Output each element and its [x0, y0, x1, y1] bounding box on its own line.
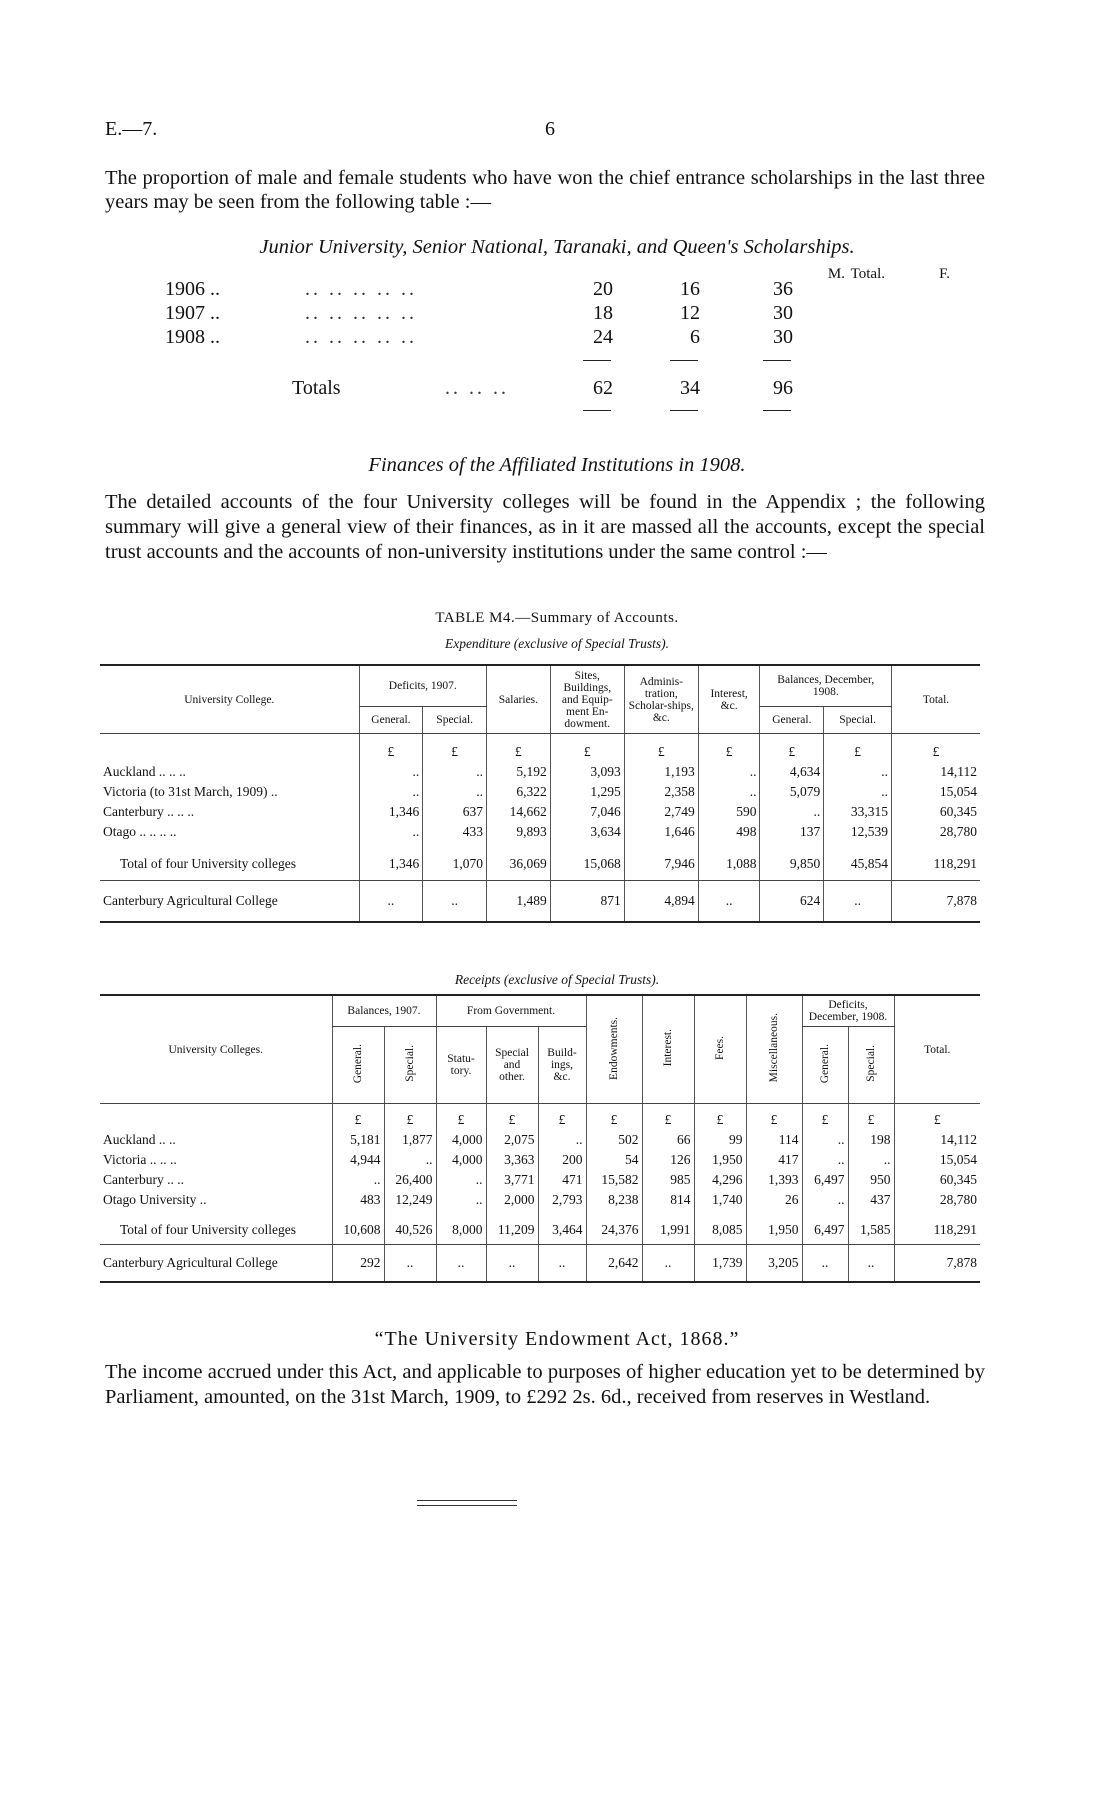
table-row: Victoria .. .. .. 4,944 .. 4,000 3,363 200 54 126 1,950 417 .. .. 15,054 — [100, 1150, 980, 1170]
col-balances-1907: Balances, 1907. — [332, 995, 436, 1027]
col-college: University College. — [100, 665, 359, 734]
col-deficits: Deficits, 1907. — [359, 665, 486, 707]
agricultural-row: Canterbury Agricultural College 292 .. .. .. .. 2,642 .. 1,739 3,205 .. .. 7,878 — [100, 1245, 980, 1283]
col-balances: Balances, December, 1908. — [760, 665, 892, 707]
col-bal-special: Special. — [384, 1027, 436, 1104]
col-admin: Adminis-tration, Scholar-ships, &c. — [624, 665, 698, 734]
col-colleges: University Colleges. — [100, 995, 332, 1104]
currency-row: £ £ £ £ £ £ £ £ £ £ £ £ — [100, 1104, 980, 1131]
col-statutory: Statu-tory. — [436, 1027, 486, 1104]
col-total: Total. — [894, 995, 980, 1104]
sum-rule — [583, 360, 611, 361]
col-salaries: Salaries. — [487, 665, 551, 734]
agricultural-row: Canterbury Agricultural College .. .. 1,489 871 4,894 .. 624 .. 7,878 — [100, 881, 980, 923]
scholarships-totals-row: Totals .. .. .. 62 34 96 — [165, 377, 945, 417]
expenditure-table — [100, 664, 980, 923]
table-row: Auckland .. .. .. .. .. 5,192 3,093 1,193 .. 4,634 .. 14,112 — [100, 762, 980, 782]
scholarships-title: Junior University, Senior National, Taranaki, and Queen's Scholarships. — [259, 236, 855, 258]
finances-paragraph: The detailed accounts of the four University colleges will be found in the Appendix ; the following summary will give a general view of their finances, as in it are massed all the accounts, except the special trust accounts and the accounts of non-university institutions under the same control :— — [105, 491, 985, 563]
col-def-general: General. — [802, 1027, 848, 1104]
col-fees: Fees. — [694, 995, 746, 1104]
col-bal-special: Special. — [824, 707, 892, 734]
col-deficits-1908: Deficits, December, 1908. — [802, 995, 894, 1027]
total-row: Total of four University colleges 10,608 40,526 8,000 11,209 3,464 24,376 1,991 8,085 1,950 6,497 1,585 118,291 — [100, 1210, 980, 1245]
col-m: M. — [827, 266, 845, 282]
page-ref: E.—7. — [105, 118, 158, 140]
footer-rule — [417, 1500, 517, 1501]
receipts-table — [100, 994, 980, 1283]
table-m4-caption: TABLE M4.—Summary of Accounts. — [435, 610, 679, 626]
endowment-act-title: “The University Endowment Act, 1868.” — [374, 1328, 740, 1350]
col-def-special: Special. — [848, 1027, 894, 1104]
col-f: F. — [939, 266, 950, 282]
expenditure-subtitle: Expenditure (exclusive of Special Trusts). — [444, 636, 670, 651]
col-total: Total. — [850, 266, 885, 282]
col-def-special: Special. — [423, 707, 487, 734]
total-row: Total of four University colleges 1,346 1,070 36,069 15,068 7,946 1,088 9,850 45,854 118,291 — [100, 842, 980, 881]
table-row: Canterbury .. .. .. 1,346 637 14,662 7,046 2,749 590 .. 33,315 60,345 — [100, 802, 980, 822]
sum-rule — [670, 360, 698, 361]
col-sites: Sites, Buildings, and Equip-ment En-dowment. — [550, 665, 624, 734]
col-buildings: Build-ings, &c. — [538, 1027, 586, 1104]
footer-rule — [417, 1505, 517, 1506]
page-number: 6 — [545, 118, 555, 140]
col-government: From Government. — [436, 995, 586, 1027]
col-misc: Miscellaneous. — [746, 995, 802, 1104]
col-endowments: Endowments. — [586, 995, 642, 1104]
endowment-act-paragraph: The income accrued under this Act, and applicable to purposes of higher education yet to be determined by Parliament, amounted, on the 31st March, 1909, to £292 2s. 6d., received from reserves in Westland. — [105, 1361, 985, 1408]
col-interest: Interest, &c. — [698, 665, 760, 734]
table-row: Auckland .. .. 5,181 1,877 4,000 2,075 .. 502 66 99 114 .. 198 14,112 — [100, 1130, 980, 1150]
scholarship-rows: 1906 .. .. .. .. .. .. 20 16 36 1907 .. .. .. .. .. .. 18 12 30 1908 .. .. .. .. .. .. 24 6 30 — [165, 278, 945, 398]
col-interest: Interest. — [642, 995, 694, 1104]
col-bal-general: General. — [332, 1027, 384, 1104]
receipts-subtitle: Receipts (exclusive of Special Trusts). — [454, 972, 660, 987]
table-row: Otago University .. 483 12,249 .. 2,000 2,793 8,238 814 1,740 26 .. 437 28,780 — [100, 1190, 980, 1210]
col-bal-general: General. — [760, 707, 824, 734]
table-row: Victoria (to 31st March, 1909) .. .. .. 6,322 1,295 2,358 .. 5,079 .. 15,054 — [100, 782, 980, 802]
intro-paragraph: The proportion of male and female students who have won the chief entrance scholarships in the last three years may be seen from the following table :— — [105, 167, 985, 213]
sum-rule — [763, 360, 791, 361]
col-total: Total. — [892, 665, 980, 734]
col-special-other: Special and other. — [486, 1027, 538, 1104]
finances-title: Finances of the Affiliated Institutions in 1908. — [368, 454, 746, 476]
col-def-general: General. — [359, 707, 423, 734]
currency-row: £ £ £ £ £ £ £ £ £ — [100, 734, 980, 763]
table-row: Canterbury .. .. .. 26,400 .. 3,771 471 15,582 985 4,296 1,393 6,497 950 60,345 — [100, 1170, 980, 1190]
table-row: Otago .. .. .. .. .. 433 9,893 3,634 1,646 498 137 12,539 28,780 — [100, 822, 980, 842]
